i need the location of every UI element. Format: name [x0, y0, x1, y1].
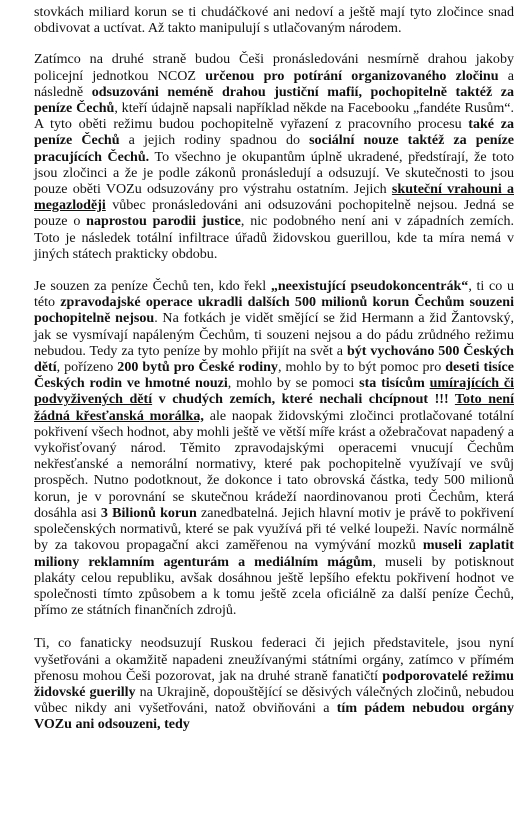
text-run: také za peníze Čechů [34, 116, 514, 149]
text-run: 200 bytů pro České rodiny [117, 359, 278, 376]
text-run: umírajících či podvyživených dětí [34, 375, 514, 408]
text-run: stovkách miliard korun se ti chudáčkové ani nedoví a ještě mají tyto zločince snad obdivovat a uctívat. Až takto manipulují s utlačovaným národem. [34, 4, 514, 37]
text-run: Je souzen za peníze Čechů ten, kdo řekl [34, 278, 271, 295]
text-run: sta tisícům [359, 375, 430, 392]
text-run: zanedbatelná. Jejich hlavní motiv je právě to pokřivení společenských normativů, které se pak využívá při té velké loupeži. Navíc normálně by za takovou propagační akci zaměřenou na vymývání mozků [34, 504, 514, 554]
text-run: , mohlo by se pomoci [227, 375, 360, 392]
text-run: na Ukrajině, dopouštějící se děsivých válečných zločinů, nebudou vůbec nikdy ani vyšetřováni, natož obviňováni a [34, 683, 514, 717]
text-run: deseti tisíce Českých rodin ve hmotné nouzi [34, 359, 514, 392]
text-run: skuteční vrahouni a megazloději [34, 181, 514, 214]
text-run: Ti, co fanaticky neodsuzují Ruskou federaci či jejich představitele, jsou nyní vyšetřováni a okamžitě napadeni zneužívanými státními orgány, zatímco v přímém přenosu mohou Češi pozorovat, jak na druhé straně fanatičtí [34, 635, 514, 684]
paragraph-2 [34, 51, 514, 262]
text-run: museli zaplatit miliony reklamním agenturám a mediálním mágům [34, 537, 514, 570]
paragraph-1 [34, 4, 514, 36]
text-run: , museli by potisknout plakáty celou republiku, avšak dosáhnou ještě lepšího efektu pokřivení hodnot ve společnosti tímto způsobem a k tomu ještě zcela oficiálně za další peníze Čechů, přímo ze státních finančních zdrojů. [34, 553, 515, 619]
text-run: Zatímco na druhé straně budou Češi pronásledováni nesmírně drahou jakoby policejní jednotkou NCOZ [34, 51, 514, 84]
text-run: být vychováno 500 Českých dětí [34, 342, 514, 376]
text-run: 3 Bilionů korun [100, 504, 197, 521]
text-run: zpravodajské operace ukradli dalších 500 milionů korun Čechům souzeni pochopitelně nejsou [34, 294, 514, 327]
text-run: , mohlo by to být pomoc pro [277, 359, 446, 376]
text-run: , kteří údajně napsali například někde na Facebooku „fandéte Rusům“. A tyto oběti režimu budou pochopitelně vyřazení z pracovního procesu [34, 100, 515, 133]
text-run: v chudých zemích, které nechali chcípnout !!! [152, 391, 455, 408]
text-run: , pořízeno [56, 359, 118, 376]
text-run: . Na fotkách je vidět smějící se žid Hermann a žid Žantovský, jak se vysmívají napáleným Čechům, ti souzeni nejsou a do pádu zrůdného režimu nebudou. Tedy za tyto peníze by mohlo přijít na svět a [34, 310, 514, 359]
text-run: naprostou parodii justice [86, 213, 241, 230]
text-run: podporovatelé režimu židovské guerilly [34, 667, 514, 700]
text-run: ale naopak židovskými zločinci protlačované totální pokřivení všech hodnot, aby mohli ještě ve větší míře krást a ožebračovat napadený a vykořisťovaný národ. Těmito zpravodajskými operacemi vnucují Čechům nekřesťanské a nemorální normativy, které pak pochopitelně využívají ve svůj prospěch. Nutno podotknout, že dokonce i tato obrovská částka, tedy 500 milionů korun, je v porovnání se skutečnou krádeží naordinovanou proti Čechům, která dosáhla asi [34, 407, 514, 521]
text-run: , ti co u této [34, 278, 514, 311]
text-run: a následně [34, 67, 514, 100]
text-run: , nic podobného není ani v západních zemích. Toto je následek totální infiltrace úřadů židovskou guerillou, kde ta míra nemá v jiných státech prakticky obdobu. [34, 213, 514, 262]
text-run: „neexistující pseudokoncentrák“ [270, 278, 469, 295]
text-run: sociální nouze taktéž za peníze pracujících Čechů. [34, 132, 514, 165]
text-run: odsuzováni neméně drahou justiční mafií, pochopitelně taktéž za peníze Čechů [34, 83, 515, 117]
text-run: Toto není žádná křesťanská morálka, [34, 391, 514, 424]
text-run: určenou pro potírání organizovaného zločinu [205, 67, 499, 84]
text-run: tím pádem nebudou orgány VOZu ani odsouzeni, tedy [34, 700, 514, 733]
paragraph-3 [34, 278, 514, 618]
paragraph-4 [34, 635, 514, 732]
text-run: To všechno je okupantům úplně ukradené, předstírají, že toto jsou zločinci a že je podle zákonů pronásledují a odsuzují. Ve skutečnosti to jsou pouze oběti VOZu odsuzovány pro výstrahu ostatním. Jejich [34, 148, 514, 198]
text-run: a jejich rodiny spadnou do [119, 132, 310, 149]
text-run: vůbec pronásledováni ani odsuzováni pochopitelně nejsou. Jedná se pouze o [34, 197, 514, 230]
